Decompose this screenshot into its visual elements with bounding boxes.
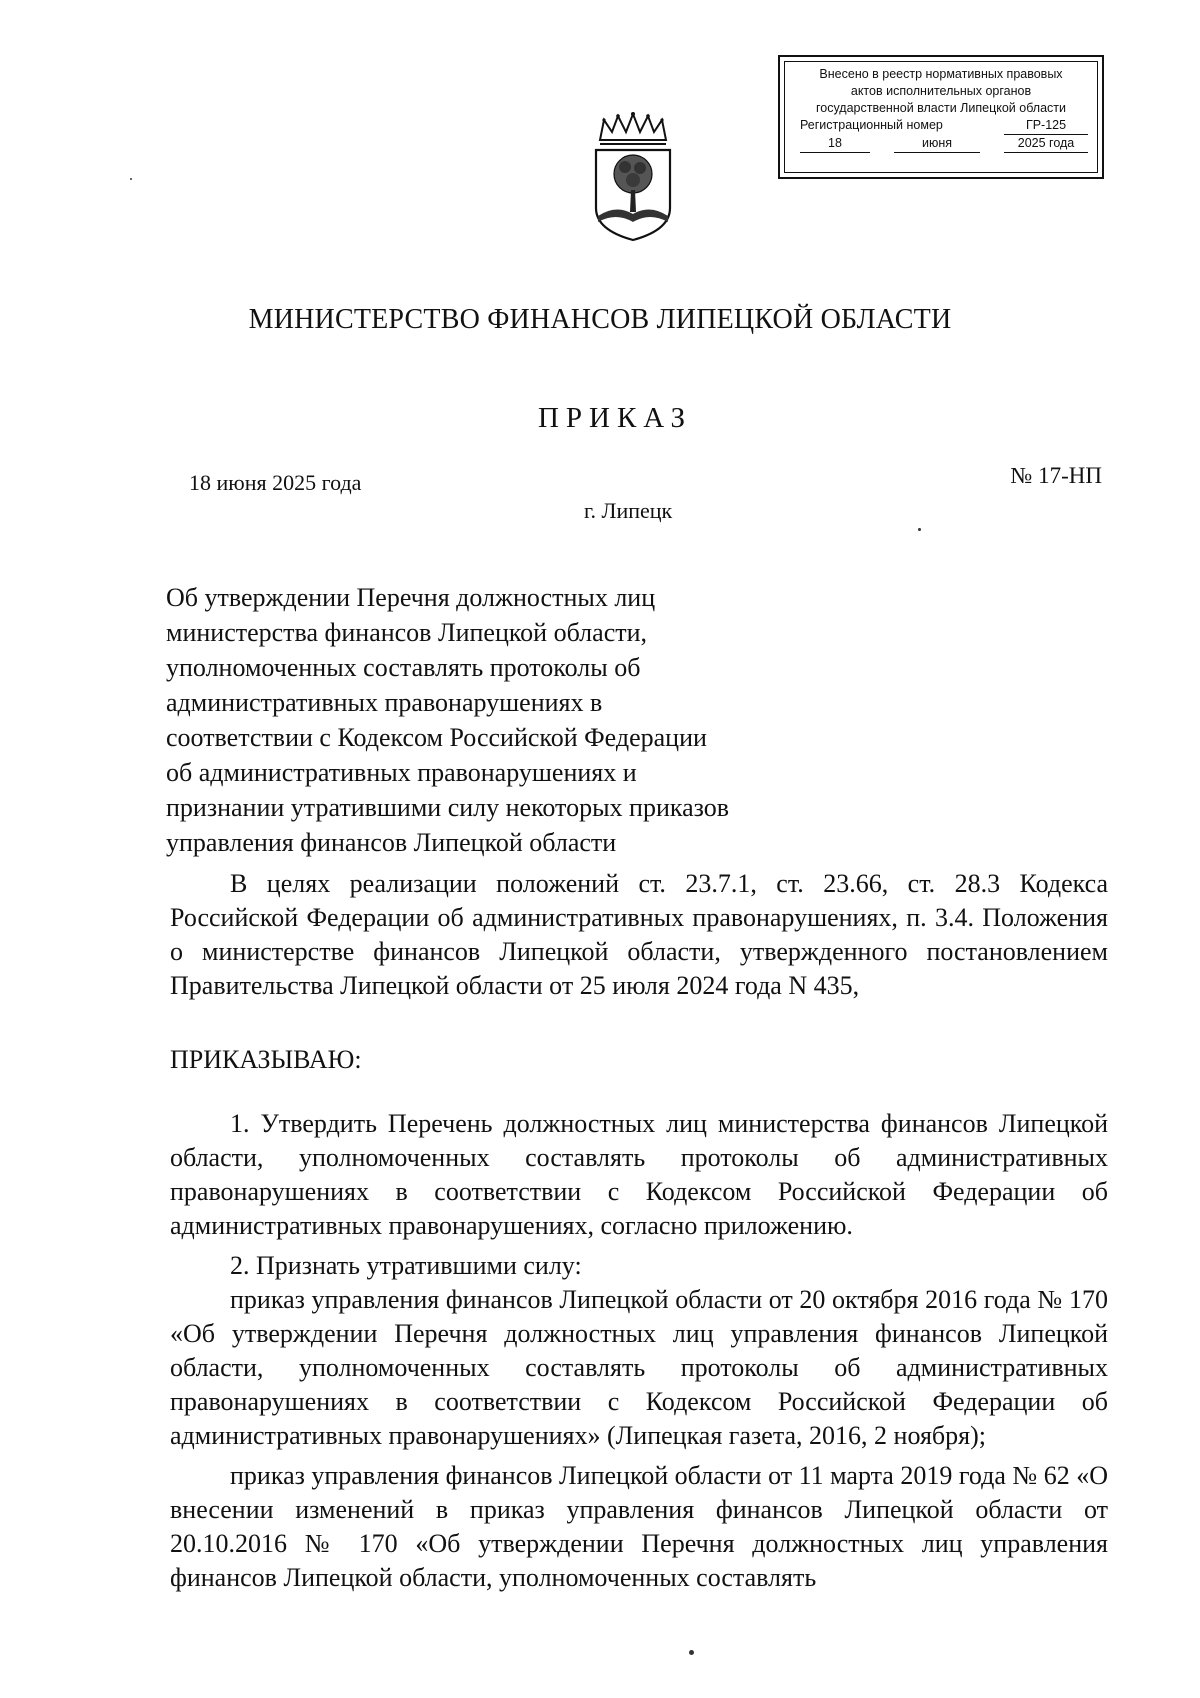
title-line: административных правонарушениях в [166,688,603,717]
item-1-paragraph: 1. Утвердить Перечень должностных лиц министерства финансов Липецкой области, уполномоченных составлять протоколы об административных правонарушениях в соответствии с Кодексом Российской Федерации об административных правонарушениях, согласно приложению. [170,1109,1108,1240]
title-line: министерства финансов Липецкой области, [166,618,648,647]
item-2b-paragraph: приказ управления финансов Липецкой области от 11 марта 2019 года № 62 «О внесении изменений в приказ управления финансов Липецкой области от 20.10.2016 № 170 «Об утверждении Перечня должностных лиц управления финансов Липецкой области, уполномоченных составлять [170,1461,1108,1592]
stamp-year: 2025 года [1004,135,1088,153]
stamp-line-1: Внесено в реестр нормативных правовых [819,67,1063,81]
scan-speck [689,1650,694,1655]
title-line: Об утверждении Перечня должностных лиц [166,583,656,612]
scan-speck [918,528,921,531]
stamp-date-row [780,135,1102,153]
ministry-name: МИНИСТЕРСТВО ФИНАНСОВ ЛИПЕЦКОЙ ОБЛАСТИ [248,304,952,335]
preamble-paragraph: В целях реализации положений ст. 23.7.1, ст. 23.66, ст. 28.3 Кодекса Российской Федерации об административных правонарушениях, п. 3.4. Положения о министерстве финансов Липецкой области, утвержденного постановлением Правительства Липецкой области от 25 июля 2024 года N 435, [170,869,1108,1000]
document-type: ПРИКАЗ [537,402,693,434]
scan-speck [130,178,132,180]
stamp-reg-number: ГР-125 [1004,117,1088,135]
document-body [170,867,1108,1595]
stamp-month: июня [894,135,980,153]
stamp-line-3: государственной власти Липецкой области [815,101,1067,115]
document-date: 18 июня 2025 года [189,470,362,495]
title-line: об административных правонарушениях и [166,758,637,787]
document-title [166,580,826,860]
stamp-reg-row [780,117,1102,135]
document-place: г. Липецк [584,498,673,523]
registry-stamp [778,55,1104,179]
item-2a-paragraph: приказ управления финансов Липецкой области от 20 октября 2016 года № 170 «Об утверждении Перечня должностных лиц управления финансов Липецкой области, уполномоченных составлять протоколы об административных правонарушениях в соответствии с Кодексом Российской Федерации об административных правонарушениях» (Липецкая газета, 2016, 2 ноября); [170,1285,1108,1450]
title-line: управления финансов Липецкой области [166,828,617,857]
document-number: № 17-НП [1010,463,1102,488]
stamp-day: 18 [800,135,870,153]
title-line: признании утратившими силу некоторых приказов [166,793,730,822]
order-word: ПРИКАЗЫВАЮ: [170,1045,362,1074]
coat-of-arms-icon [588,112,678,242]
stamp-line-2: актов исполнительных органов [850,84,1032,98]
item-2-paragraph: 2. Признать утратившими силу: [230,1251,582,1280]
title-line: соответствии с Кодексом Российской Федерации [166,723,707,752]
title-line: уполномоченных составлять протоколы об [166,653,641,682]
stamp-reg-label: Регистрационный номер [800,118,943,132]
